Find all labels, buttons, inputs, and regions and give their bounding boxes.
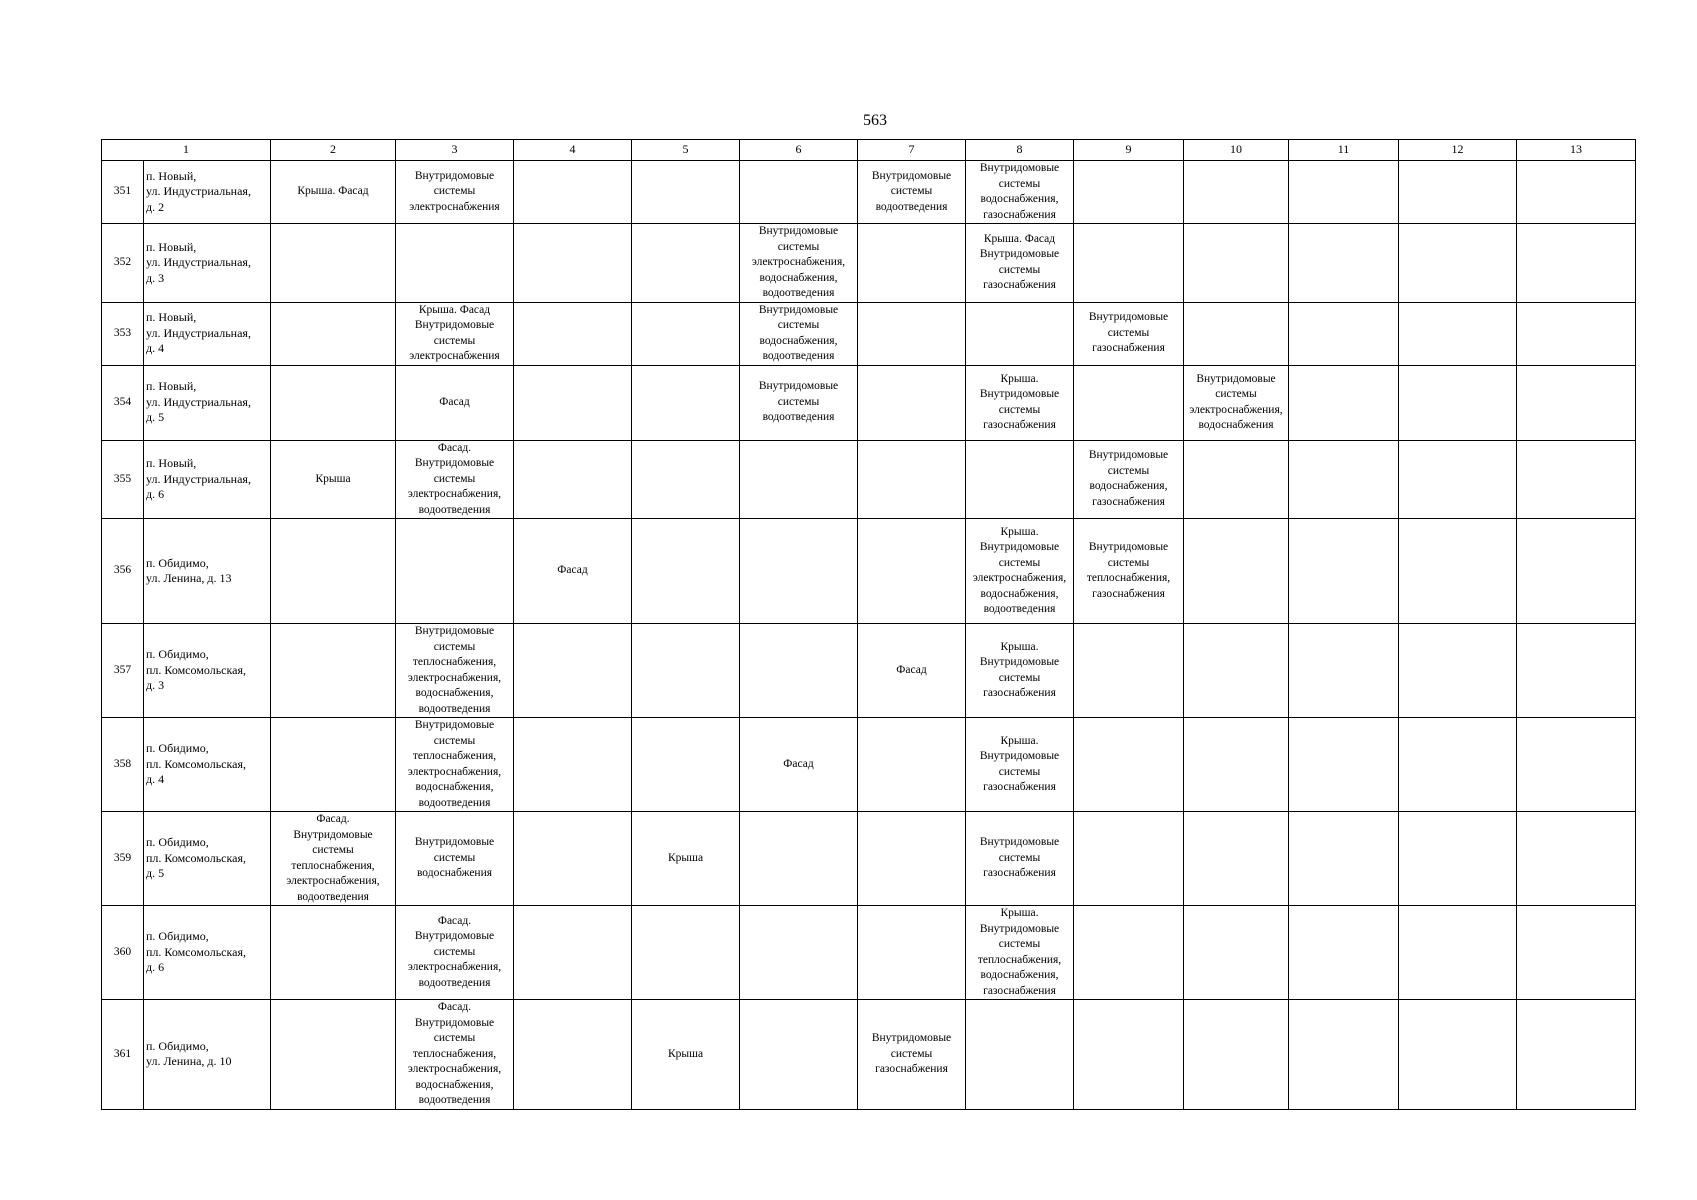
table-row (102, 302, 1636, 365)
work-text: Фасад (439, 395, 470, 408)
work-text: Фасад. Внутридомовые системы электроснабжения, водоотведения (407, 441, 502, 516)
work-cell-col-2 (271, 718, 396, 812)
work-cell-col-3 (396, 519, 514, 624)
address-cell (144, 812, 271, 906)
work-cell-col-10 (1184, 906, 1289, 1000)
work-cell-col-8 (966, 224, 1074, 303)
work-cell-col-9 (1074, 365, 1184, 440)
work-cell-col-13 (1517, 519, 1636, 624)
work-cell-col-7 (858, 161, 966, 224)
work-text: Крыша (667, 851, 704, 864)
work-cell-col-5 (632, 906, 740, 1000)
work-cell-col-3 (396, 161, 514, 224)
row-number: 357 (102, 624, 144, 718)
work-cell-col-4 (514, 161, 632, 224)
work-cell-col-10 (1184, 161, 1289, 224)
table-body (102, 161, 1636, 1110)
address-text: п. Новый, ул. Индустриальная, д. 4 (146, 310, 251, 356)
address-cell (144, 1000, 271, 1110)
work-cell-col-11 (1289, 440, 1399, 519)
column-header-7: 7 (858, 140, 966, 161)
table-row (102, 161, 1636, 224)
work-cell-col-11 (1289, 302, 1399, 365)
work-cell-col-11 (1289, 365, 1399, 440)
work-cell-col-2 (271, 365, 396, 440)
column-header-4: 4 (514, 140, 632, 161)
work-cell-col-5 (632, 812, 740, 906)
work-cell-col-11 (1289, 1000, 1399, 1110)
table-row (102, 440, 1636, 519)
work-cell-col-8 (966, 161, 1074, 224)
column-header-10: 10 (1184, 140, 1289, 161)
work-text: Внутридомовые системы электроснабжения, водоснабжения, водоотведения (751, 225, 846, 299)
work-cell-col-11 (1289, 718, 1399, 812)
work-cell-col-9 (1074, 519, 1184, 624)
work-cell-col-11 (1289, 906, 1399, 1000)
address-text: п. Обидимо, пл. Комсомольская, д. 6 (146, 929, 246, 975)
work-text: Внутридомовые системы электроснабжения (409, 169, 500, 213)
address-cell (144, 302, 271, 365)
work-cell-col-9 (1074, 1000, 1184, 1110)
work-cell-col-2 (271, 302, 396, 365)
work-text: Фасад. Внутридомовые системы электроснабжения, водоотведения (407, 914, 502, 989)
work-cell-col-10 (1184, 519, 1289, 624)
column-header-1: 1 (102, 140, 271, 161)
work-text: Внутридомовые системы газоснабжения (979, 836, 1060, 880)
work-cell-col-12 (1399, 224, 1517, 303)
work-cell-col-8 (966, 718, 1074, 812)
work-cell-col-3 (396, 812, 514, 906)
work-cell-col-4 (514, 440, 632, 519)
work-text: Фасад. Внутридомовые системы теплоснабжения, электроснабжения, водоотведения (286, 813, 380, 903)
work-cell-col-11 (1289, 161, 1399, 224)
column-header-9: 9 (1074, 140, 1184, 161)
address-text: п. Новый, ул. Индустриальная, д. 6 (146, 456, 251, 501)
work-cell-col-6 (740, 302, 858, 365)
work-text: Внутридомовые системы теплоснабжения, электроснабжения, водоснабжения, водоотведения (407, 625, 502, 715)
work-cell-col-3 (396, 302, 514, 365)
address-cell (144, 365, 271, 440)
row-number: 352 (102, 224, 144, 303)
work-cell-col-11 (1289, 224, 1399, 303)
work-text: Внутридомовые системы водоотведения (758, 380, 839, 424)
work-cell-col-4 (514, 624, 632, 718)
work-text: Крыша (315, 472, 351, 485)
work-text: Внутридомовые системы водоснабжения, газоснабжения (979, 162, 1060, 221)
work-text: Крыша. Внутридомовые системы газоснабжения (979, 640, 1060, 699)
work-cell-col-8 (966, 302, 1074, 365)
work-cell-col-9 (1074, 812, 1184, 906)
work-text: Крыша. Внутридомовые системы газоснабжения (979, 372, 1060, 431)
work-cell-col-10 (1184, 624, 1289, 718)
work-cell-col-12 (1399, 302, 1517, 365)
work-text: Внутридомовые системы водоснабжения (414, 836, 495, 880)
work-cell-col-13 (1517, 224, 1636, 303)
work-cell-col-8 (966, 365, 1074, 440)
work-cell-col-3 (396, 718, 514, 812)
work-cell-col-10 (1184, 440, 1289, 519)
row-number: 351 (102, 161, 144, 224)
work-cell-col-8 (966, 906, 1074, 1000)
work-cell-col-8 (966, 440, 1074, 519)
work-text: Внутридомовые системы газоснабжения (871, 1032, 952, 1075)
table-row (102, 624, 1636, 718)
work-cell-col-4 (514, 812, 632, 906)
work-cell-col-12 (1399, 365, 1517, 440)
work-cell-col-12 (1399, 906, 1517, 1000)
table-row (102, 519, 1636, 624)
work-cell-col-6 (740, 906, 858, 1000)
work-cell-col-9 (1074, 302, 1184, 365)
work-cell-col-11 (1289, 519, 1399, 624)
column-header-11: 11 (1289, 140, 1399, 161)
row-number: 358 (102, 718, 144, 812)
work-cell-col-7 (858, 624, 966, 718)
column-header-5: 5 (632, 140, 740, 161)
work-text: Крыша. Внутридомовые системы газоснабжения (979, 734, 1060, 793)
work-cell-col-5 (632, 1000, 740, 1110)
work-cell-col-7 (858, 440, 966, 519)
table-row (102, 906, 1636, 1000)
work-cell-col-12 (1399, 812, 1517, 906)
work-cell-col-6 (740, 440, 858, 519)
address-cell (144, 161, 271, 224)
address-text: п. Новый, ул. Индустриальная, д. 2 (146, 168, 251, 214)
address-text: п. Обидимо, ул. Ленина, д. 10 (146, 1038, 232, 1069)
work-cell-col-9 (1074, 224, 1184, 303)
work-cell-col-7 (858, 365, 966, 440)
work-cell-col-11 (1289, 624, 1399, 718)
work-cell-col-7 (858, 1000, 966, 1110)
row-number: 353 (102, 302, 144, 365)
work-cell-col-2 (271, 224, 396, 303)
work-cell-col-5 (632, 365, 740, 440)
work-cell-col-8 (966, 812, 1074, 906)
work-cell-col-10 (1184, 1000, 1289, 1110)
table-row (102, 224, 1636, 303)
work-cell-col-11 (1289, 812, 1399, 906)
table-row (102, 812, 1636, 906)
work-text: Фасад. Внутридомовые системы теплоснабжения, электроснабжения, водоснабжения, водоотведения (407, 1001, 502, 1106)
column-header-3: 3 (396, 140, 514, 161)
work-cell-col-13 (1517, 718, 1636, 812)
work-cell-col-12 (1399, 718, 1517, 812)
address-cell (144, 224, 271, 303)
work-cell-col-7 (858, 519, 966, 624)
work-cell-col-12 (1399, 624, 1517, 718)
work-cell-col-7 (858, 812, 966, 906)
work-text: Фасад (896, 663, 927, 676)
work-text: Крыша. Внутридомовые системы электроснабжения, водоснабжения, водоотведения (972, 525, 1067, 615)
work-cell-col-5 (632, 440, 740, 519)
work-text: Фасад (557, 564, 588, 577)
work-cell-col-2 (271, 812, 396, 906)
work-cell-col-12 (1399, 1000, 1517, 1110)
address-cell (144, 718, 271, 812)
column-header-2: 2 (271, 140, 396, 161)
work-cell-col-4 (514, 302, 632, 365)
work-text: Внутридомовые системы водоснабжения, водоотведения (758, 303, 839, 362)
address-text: п. Обидимо, пл. Комсомольская, д. 5 (146, 835, 246, 881)
work-cell-col-9 (1074, 718, 1184, 812)
work-cell-col-3 (396, 906, 514, 1000)
work-cell-col-13 (1517, 624, 1636, 718)
work-text: Фасад (783, 757, 814, 770)
work-cell-col-2 (271, 624, 396, 718)
work-cell-col-3 (396, 224, 514, 303)
repair-schedule-table (101, 139, 1636, 1110)
work-text: Внутридомовые системы теплоснабжения, электроснабжения, водоснабжения, водоотведения (407, 719, 502, 809)
work-cell-col-6 (740, 812, 858, 906)
work-cell-col-5 (632, 624, 740, 718)
work-text: Внутридомовые системы электроснабжения, водоснабжения (1189, 372, 1283, 431)
work-cell-col-10 (1184, 302, 1289, 365)
column-header-13: 13 (1517, 140, 1636, 161)
work-cell-col-13 (1517, 812, 1636, 906)
work-cell-col-9 (1074, 440, 1184, 519)
work-cell-col-8 (966, 624, 1074, 718)
work-cell-col-6 (740, 161, 858, 224)
work-text: Внутридомовые системы водоотведения (871, 169, 952, 213)
row-number: 359 (102, 812, 144, 906)
row-number: 356 (102, 519, 144, 624)
work-cell-col-13 (1517, 302, 1636, 365)
work-cell-col-10 (1184, 718, 1289, 812)
row-number: 355 (102, 440, 144, 519)
work-cell-col-4 (514, 1000, 632, 1110)
work-cell-col-3 (396, 365, 514, 440)
work-cell-col-3 (396, 1000, 514, 1110)
work-cell-col-6 (740, 224, 858, 303)
address-cell (144, 519, 271, 624)
work-cell-col-12 (1399, 519, 1517, 624)
address-cell (144, 906, 271, 1000)
work-text: Крыша (667, 1047, 704, 1060)
work-cell-col-10 (1184, 812, 1289, 906)
column-header-8: 8 (966, 140, 1074, 161)
work-cell-col-2 (271, 906, 396, 1000)
work-cell-col-10 (1184, 365, 1289, 440)
work-text: Крыша. Фасад (297, 185, 369, 198)
work-cell-col-12 (1399, 161, 1517, 224)
table-row (102, 1000, 1636, 1110)
table-row (102, 365, 1636, 440)
work-cell-col-7 (858, 224, 966, 303)
work-cell-col-8 (966, 519, 1074, 624)
work-cell-col-13 (1517, 906, 1636, 1000)
address-text: п. Обидимо, пл. Комсомольская, д. 3 (146, 647, 246, 693)
work-cell-col-4 (514, 224, 632, 303)
work-cell-col-4 (514, 718, 632, 812)
work-cell-col-3 (396, 440, 514, 519)
address-text: п. Обидимо, ул. Ленина, д. 13 (146, 555, 232, 585)
row-number: 361 (102, 1000, 144, 1110)
work-text: Внутридомовые системы теплоснабжения, газоснабжения (1086, 541, 1171, 600)
table-row (102, 718, 1636, 812)
work-cell-col-9 (1074, 906, 1184, 1000)
work-cell-col-9 (1074, 624, 1184, 718)
work-cell-col-5 (632, 224, 740, 303)
work-text: Внутридомовые системы газоснабжения (1088, 311, 1169, 355)
work-cell-col-7 (858, 302, 966, 365)
work-cell-col-5 (632, 161, 740, 224)
column-number-header-row (102, 140, 1636, 161)
work-text: Крыша. Фасад Внутридомовые системы газоснабжения (979, 232, 1060, 292)
work-cell-col-6 (740, 624, 858, 718)
work-cell-col-6 (740, 718, 858, 812)
work-cell-col-2 (271, 440, 396, 519)
work-cell-col-4 (514, 906, 632, 1000)
work-cell-col-5 (632, 718, 740, 812)
work-cell-col-2 (271, 519, 396, 624)
work-text: Крыша. Фасад Внутридомовые системы электроснабжения (409, 303, 500, 362)
row-number: 360 (102, 906, 144, 1000)
work-cell-col-12 (1399, 440, 1517, 519)
work-cell-col-3 (396, 624, 514, 718)
work-cell-col-5 (632, 519, 740, 624)
work-text: Крыша. Внутридомовые системы теплоснабжения, водоснабжения, газоснабжения (977, 907, 1062, 997)
work-cell-col-4 (514, 365, 632, 440)
address-text: п. Обидимо, пл. Комсомольская, д. 4 (146, 741, 246, 787)
work-cell-col-13 (1517, 365, 1636, 440)
row-number: 354 (102, 365, 144, 440)
column-header-12: 12 (1399, 140, 1517, 161)
work-cell-col-13 (1517, 440, 1636, 519)
work-cell-col-6 (740, 519, 858, 624)
work-cell-col-7 (858, 718, 966, 812)
work-cell-col-2 (271, 161, 396, 224)
work-cell-col-4 (514, 519, 632, 624)
page-number: 563 (863, 112, 887, 129)
address-cell (144, 624, 271, 718)
work-cell-col-7 (858, 906, 966, 1000)
work-cell-col-2 (271, 1000, 396, 1110)
work-cell-col-5 (632, 302, 740, 365)
work-cell-col-6 (740, 1000, 858, 1110)
work-cell-col-8 (966, 1000, 1074, 1110)
work-text: Внутридомовые системы водоснабжения, газоснабжения (1088, 449, 1169, 508)
work-cell-col-13 (1517, 1000, 1636, 1110)
work-cell-col-13 (1517, 161, 1636, 224)
address-cell (144, 440, 271, 519)
work-cell-col-6 (740, 365, 858, 440)
address-text: п. Новый, ул. Индустриальная, д. 3 (146, 239, 251, 285)
column-header-6: 6 (740, 140, 858, 161)
work-cell-col-10 (1184, 224, 1289, 303)
address-text: п. Новый, ул. Индустриальная, д. 5 (146, 379, 251, 425)
work-cell-col-9 (1074, 161, 1184, 224)
